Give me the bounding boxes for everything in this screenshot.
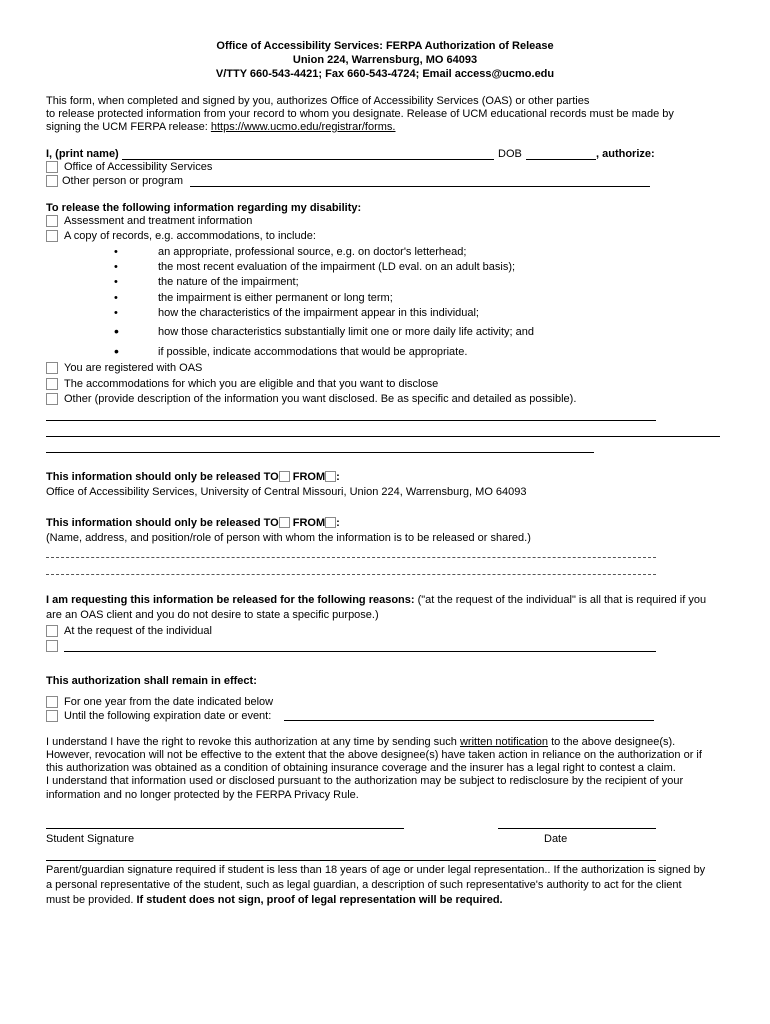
intro-line-3 — [46, 121, 396, 134]
recipient-note: (Name, address, and position/role of person with whom the information is to be released or shared.) — [46, 532, 531, 544]
other-person-label: Other person or program — [62, 175, 184, 187]
oas-full-address: Office of Accessibility Services, University of Central Missouri, Union 224, Warrensburg, MO 64093 — [46, 486, 527, 498]
accommodations-label: The accommodations for which you are eligible and that you want to disclose — [64, 378, 439, 390]
legal-text: I understand I have the right to revoke this authorization at any time by sending such — [46, 736, 460, 748]
records-item: an appropriate, professional source, e.g. on doctor's letterhead; — [158, 246, 467, 258]
bullet-icon: • — [114, 323, 119, 339]
records-item: the impairment is either permanent or long term; — [158, 292, 393, 304]
other-info-line-1[interactable] — [46, 420, 656, 421]
registered-checkbox[interactable] — [46, 362, 58, 374]
other-info-line-2[interactable] — [46, 436, 720, 437]
legal-line-5: information and no longer protected by the FERPA Privacy Rule. — [46, 789, 359, 801]
release-to-heading: This information should only be released TO — [46, 517, 279, 529]
other-info-line-3[interactable] — [46, 452, 594, 453]
bullet-icon: • — [114, 261, 118, 273]
recipient-line-1[interactable] — [46, 557, 656, 558]
student-signature-field[interactable] — [46, 828, 404, 829]
legal-text: to the above designee(s). — [548, 736, 676, 748]
records-item: how the characteristics of the impairment appear in this individual; — [158, 307, 479, 319]
release-from-label: FROM — [292, 517, 326, 529]
reasons-heading: I am requesting this information be released for the following reasons: — [46, 594, 415, 606]
other-person-checkbox[interactable] — [46, 175, 58, 187]
form-title: Office of Accessibility Services: FERPA Authorization of Release — [216, 40, 554, 52]
ferpa-release-link[interactable]: https://www.ucmo.edu/registrar/forms. — [210, 121, 396, 133]
guardian-line-1: Parent/guardian signature required if student is less than 18 years of age or under legal representation.. If the authorization is signed by — [46, 864, 706, 876]
guardian-line-2: a personal representative of the student, such as legal guardian, a description of such representative's authority to act for the client — [46, 879, 682, 891]
bullet-icon: • — [114, 276, 118, 288]
reasons-note-2: are an OAS client and you do not desire to state a specific purpose.) — [46, 609, 379, 621]
office-address: Union 224, Warrensburg, MO 64093 — [292, 54, 478, 66]
colon: : — [336, 517, 340, 529]
oas-option-label: Office of Accessibility Services — [64, 161, 213, 173]
records-copy-label: A copy of records, e.g. accommodations, to include: — [64, 230, 316, 242]
records-item: how those characteristics substantially limit one or more daily life activity; and — [158, 326, 534, 338]
student-signature-label: Student Signature — [46, 833, 135, 845]
bullet-icon: • — [114, 343, 119, 359]
print-name-field[interactable] — [122, 159, 494, 160]
expiration-field[interactable] — [284, 720, 654, 721]
guardian-signature-field[interactable] — [46, 860, 656, 861]
release-from-checkbox[interactable] — [325, 517, 336, 528]
print-name-label: I, (print name) — [46, 148, 119, 160]
one-year-checkbox[interactable] — [46, 696, 58, 708]
records-item: the nature of the impairment; — [158, 276, 299, 288]
other-reason-field[interactable] — [64, 651, 656, 652]
registered-label: You are registered with OAS — [64, 362, 203, 374]
colon: : — [336, 471, 340, 483]
other-reason-checkbox[interactable] — [46, 640, 58, 652]
one-year-label: For one year from the date indicated below — [64, 696, 274, 708]
expiration-label: Until the following expiration date or event: — [64, 710, 272, 722]
intro-line-2: to release protected information from your record to whom you designate. Release of UCM educational records must be made by — [46, 108, 674, 120]
guardian-text: must be provided. — [46, 894, 137, 906]
release-to-from-1 — [46, 471, 340, 484]
assessment-checkbox[interactable] — [46, 215, 58, 227]
release-to-checkbox[interactable] — [279, 471, 290, 482]
date-label: Date — [544, 833, 568, 845]
recipient-line-2[interactable] — [46, 574, 656, 575]
reasons-note: ("at the request of the individual" is all that is required if you — [414, 594, 707, 606]
legal-line-4: I understand that information used or disclosed pursuant to the authorization may be subject to redisclosure by the recipient of your — [46, 775, 684, 787]
expiration-checkbox[interactable] — [46, 710, 58, 722]
bullet-icon: • — [114, 292, 118, 304]
bullet-icon: • — [114, 307, 118, 319]
records-copy-checkbox[interactable] — [46, 230, 58, 242]
dob-field[interactable] — [526, 159, 596, 160]
accommodations-checkbox[interactable] — [46, 378, 58, 390]
other-person-field[interactable] — [190, 186, 650, 187]
authorize-label: , authorize: — [596, 148, 655, 160]
at-request-label: At the request of the individual — [64, 625, 212, 637]
legal-line-3: this authorization was obtained as a condition of obtaining insurance coverage and the insurer has a legal right to contest a claim. — [46, 762, 676, 774]
intro-line-3-text: signing the UCM FERPA release: — [46, 121, 211, 133]
legal-line-1 — [46, 736, 675, 749]
assessment-label: Assessment and treatment information — [64, 215, 253, 227]
records-item: the most recent evaluation of the impairment (LD eval. on an adult basis); — [158, 261, 516, 273]
guardian-warning: If student does not sign, proof of legal representation will be required. — [136, 894, 503, 906]
other-info-label: Other (provide description of the information you want disclosed. Be as specific and detailed as possible). — [64, 393, 577, 405]
release-from-label: FROM — [292, 471, 326, 483]
guardian-line-3 — [46, 894, 503, 907]
release-from-checkbox[interactable] — [325, 471, 336, 482]
legal-line-2: However, revocation will not be effective to the extent that the above designee(s) have taken action in reliance on the authorization or if — [46, 749, 702, 761]
release-to-checkbox[interactable] — [279, 517, 290, 528]
reasons-line-1 — [46, 594, 706, 607]
records-item: if possible, indicate accommodations that would be appropriate. — [158, 346, 468, 358]
release-to-from-2 — [46, 517, 340, 530]
release-heading: To release the following information regarding my disability: — [46, 202, 362, 214]
bullet-icon: • — [114, 246, 118, 258]
release-to-heading: This information should only be released TO — [46, 471, 279, 483]
dob-label: DOB — [498, 148, 522, 160]
intro-line-1: This form, when completed and signed by you, authorizes Office of Accessibility Services (OAS) or other parties — [46, 95, 590, 107]
office-contact: V/TTY 660-543-4421; Fax 660-543-4724; Email access@ucmo.edu — [215, 68, 555, 80]
other-info-checkbox[interactable] — [46, 393, 58, 405]
duration-heading: This authorization shall remain in effect: — [46, 675, 257, 687]
oas-checkbox[interactable] — [46, 161, 58, 173]
at-request-checkbox[interactable] — [46, 625, 58, 637]
date-field[interactable] — [498, 828, 656, 829]
written-notification: written notification — [459, 736, 549, 748]
